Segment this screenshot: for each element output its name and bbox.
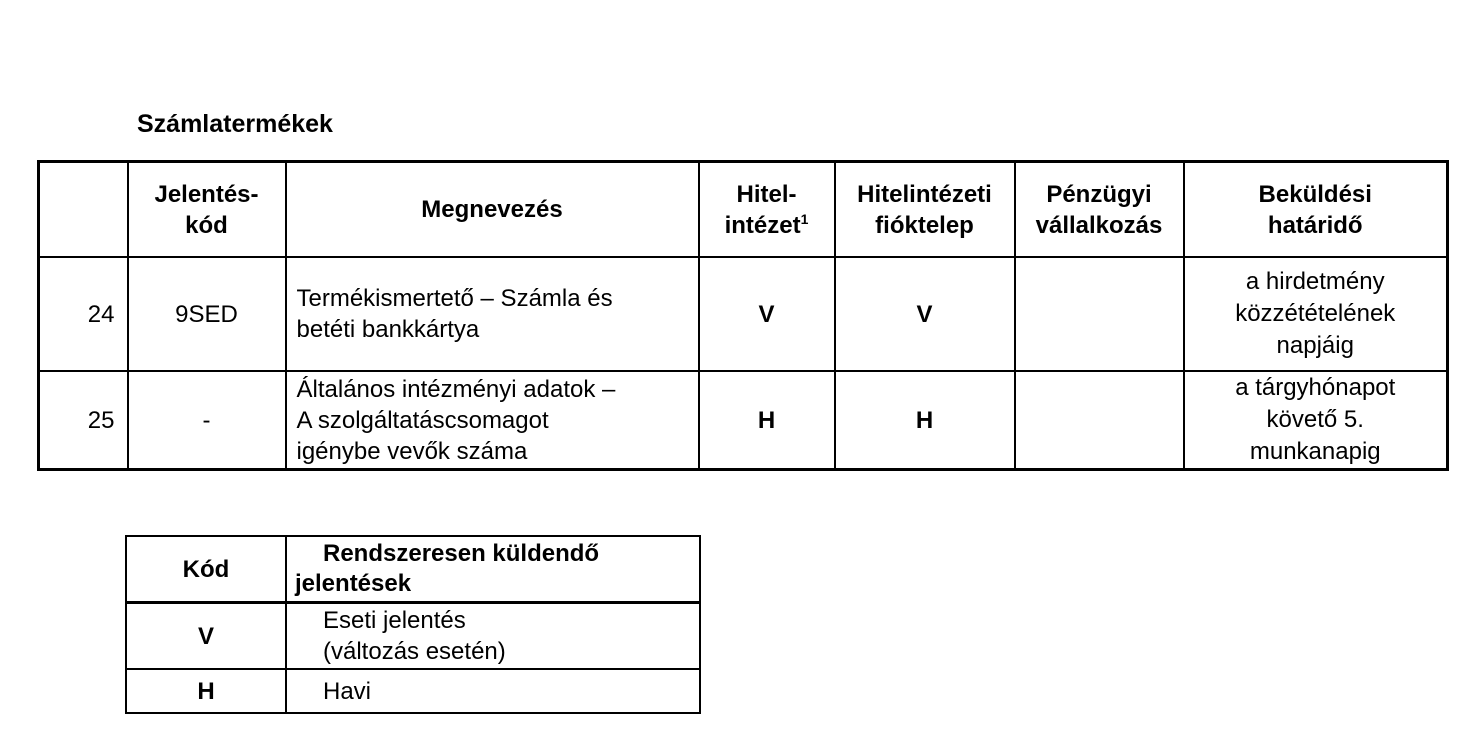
- header-credit-institution: Hitel- intézet$^1$: [699, 162, 835, 258]
- table-header-row: [39, 162, 1448, 258]
- header-name: Megnevezés: [286, 162, 699, 258]
- legend-table: [125, 535, 701, 714]
- legend-header-text: Rendszeresen küldendő jelentések: [286, 536, 700, 603]
- legend-header-row: [126, 536, 700, 603]
- deadline-value: a tárgyhónapot követő 5. munkanapig: [1184, 371, 1448, 470]
- report-code: 9SED: [128, 257, 286, 371]
- row-number: 24: [39, 257, 128, 371]
- table-row: [39, 257, 1448, 371]
- legend-row: [126, 603, 700, 670]
- account-products-table: [37, 160, 1449, 471]
- financial-enterprise-value: [1015, 371, 1184, 470]
- report-code: -: [128, 371, 286, 470]
- row-number: 25: [39, 371, 128, 470]
- header-branch: Hitelintézeti fióktelep: [835, 162, 1015, 258]
- branch-value: V: [835, 257, 1015, 371]
- legend-code: V: [126, 603, 286, 670]
- legend-text: Havi: [286, 669, 700, 713]
- credit-institution-value: H: [699, 371, 835, 470]
- legend-row: [126, 669, 700, 713]
- header-report-code: Jelentés- kód: [128, 162, 286, 258]
- footnote-marker: 1: [800, 210, 809, 227]
- header-financial-enterprise: Pénzügyi vállalkozás: [1015, 162, 1184, 258]
- table-row: [39, 371, 1448, 470]
- credit-institution-value: V: [699, 257, 835, 371]
- deadline-value: a hirdetmény közzétételének napjáig: [1184, 257, 1448, 371]
- report-name: Termékismertető – Számla és betéti bankkártya: [286, 257, 699, 371]
- section-title: Számlatermékek: [137, 110, 333, 138]
- header-deadline: Beküldési határidő: [1184, 162, 1448, 258]
- report-name: Általános intézményi adatok – A szolgáltatáscsomagot igénybe vevők száma: [286, 371, 699, 470]
- legend-text: Eseti jelentés (változás esetén): [286, 603, 700, 670]
- financial-enterprise-value: [1015, 257, 1184, 371]
- legend-header-code: Kód: [126, 536, 286, 603]
- header-num: [39, 162, 128, 258]
- branch-value: H: [835, 371, 1015, 470]
- legend-code: H: [126, 669, 286, 713]
